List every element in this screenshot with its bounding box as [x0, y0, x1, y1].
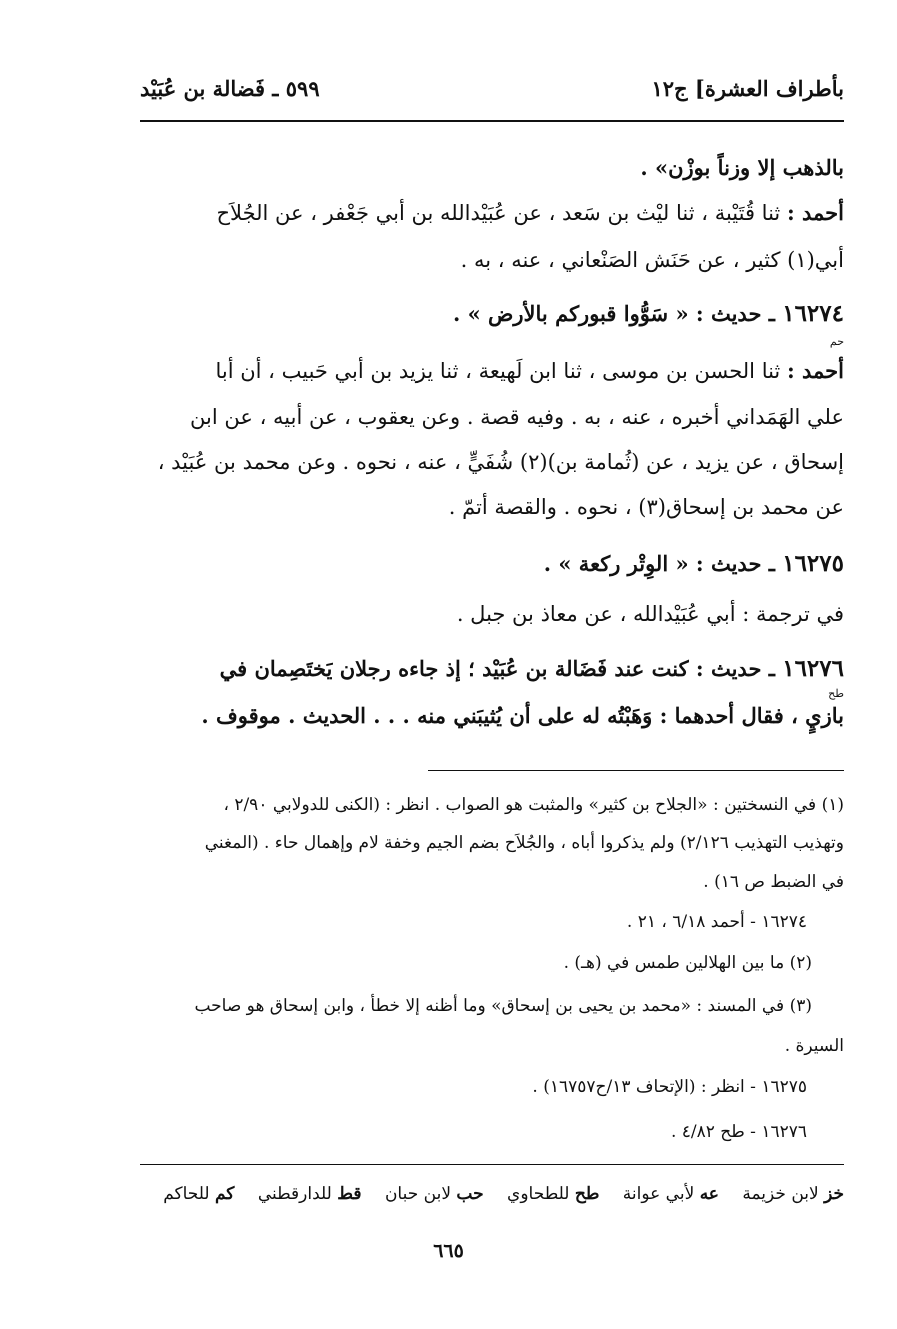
footnote-2: (٢) ما بين الهلالين طمس في (هـ) . [563, 953, 812, 973]
hadith-number: ١٦٢٧٦ [782, 655, 844, 682]
header-rule [140, 120, 844, 122]
footnote-ref-16275: ١٦٢٧٥ - انظر : (الإتحاف ١٣/ح١٦٧٥٧) . [532, 1077, 807, 1097]
body-line-1: بالذهب إلا وزناً بوزْن» . [640, 155, 844, 180]
body-line-8: عن محمد بن إسحاق(٣) ، نحوه . والقصة أتمّ . [448, 495, 844, 519]
hadith-16276-heading [220, 655, 844, 682]
body-line-10: في ترجمة : أبي عُبَيْدالله ، عن معاذ بن جبل . [456, 602, 844, 626]
abbreviation-item: قط للدارقطني [257, 1184, 362, 1204]
source-label: أحمد : [786, 358, 844, 383]
hadith-number: ١٦٢٧٤ [782, 300, 844, 327]
body-line-12: بازيٍ ، فقال أحدهما : وَهَبْتُه له على أن يُثيبَني منه . . . الحديث . موقوف . [201, 703, 844, 728]
body-line-5 [215, 358, 844, 383]
body-line-2 [216, 200, 844, 225]
body-line-7: إسحاق ، عن يزيد ، عن (ثُمامة بن)(٢) شُفَيٍّ ، عنه ، نحوه . وعن محمد بن عُبَيْد ، [157, 450, 844, 474]
footnote-rule [428, 770, 844, 771]
footnote-1-cont: وتهذيب التهذيب ٢/١٢٦) ولم يذكروا أباه ، والجُلاَح بضم الجيم وخفة لام وإهمال حاء . (المغني [204, 833, 844, 853]
source-label: أحمد : [786, 200, 844, 225]
abbreviation-item: حب لابن حبان [384, 1184, 484, 1204]
hadith-16275-heading [544, 550, 844, 577]
hadith-text: ـ حديث : « سَوُّوا قبوركم بالأرض » . [452, 301, 783, 326]
running-header-volume: بأطراف العشرة] ج١٢ [651, 76, 844, 101]
body-line-6: علي الهَمَداني أخبره ، عنه ، به . وفيه قصة . وعن يعقوب ، عن أبيه ، عن ابن [190, 405, 844, 429]
footnote-ref-16276: ١٦٢٧٦ - طح ٤/٨٢ . [670, 1122, 807, 1142]
hadith-text: ـ حديث : « الوِتْر ركعة » . [543, 551, 783, 576]
body-line-3: أبي(١) كثير ، عن حَنَش الصَنْعاني ، عنه ، به . [460, 248, 844, 272]
abbreviation-item: عه لأبي عوانة [622, 1184, 719, 1204]
footnote-3: (٣) في المسند : «محمد بن يحيى بن إسحاق» وما أظنه إلا خطأ ، وابن إسحاق هو صاحب [194, 996, 812, 1016]
abbreviations-rule [140, 1164, 844, 1165]
footnote-3-cont: السيرة . [784, 1036, 844, 1056]
footnote-1-cont: في الضبط ص ١٦) . [703, 872, 844, 892]
hadith-text: ـ حديث : كنت عند فَضَالة بن عُبَيْد ؛ إذ جاءه رجلان يَختَصِمان في [219, 656, 783, 681]
hadith-16274-heading [453, 300, 844, 327]
isnad-text: ثنا الحسن بن موسى ، ثنا ابن لَهيعة ، ثنا يزيد بن أبي حَبيب ، أن أبا [215, 359, 787, 383]
siglum-mark: حم [829, 335, 844, 348]
footnote-ref-16274: ١٦٢٧٤ - أحمد ٦/١٨ ، ٢١ . [626, 912, 807, 932]
abbreviations-key [145, 1184, 844, 1204]
running-header-section: ٥٩٩ ـ فَضالة بن عُبَيْد [140, 76, 320, 101]
isnad-text: ثنا قُتَيْبة ، ثنا ليْث بن سَعد ، عن عُبَيْدالله بن أبي جَعْفر ، عن الجُلاَح [216, 201, 787, 225]
abbreviation-item: طح للطحاوي [507, 1184, 600, 1204]
hadith-number: ١٦٢٧٥ [782, 550, 844, 577]
abbreviation-item: خز لابن خزيمة [742, 1184, 844, 1204]
abbreviation-item: كم للحاكم [163, 1184, 235, 1204]
page-number: ٦٦٥ [433, 1240, 464, 1262]
footnote-1: (١) في النسختين : «الجلاح بن كثير» والمثبت هو الصواب . انظر : (الكنى للدولابي ٢/٩٠ ، [223, 795, 844, 815]
siglum-mark: طح [828, 687, 844, 700]
